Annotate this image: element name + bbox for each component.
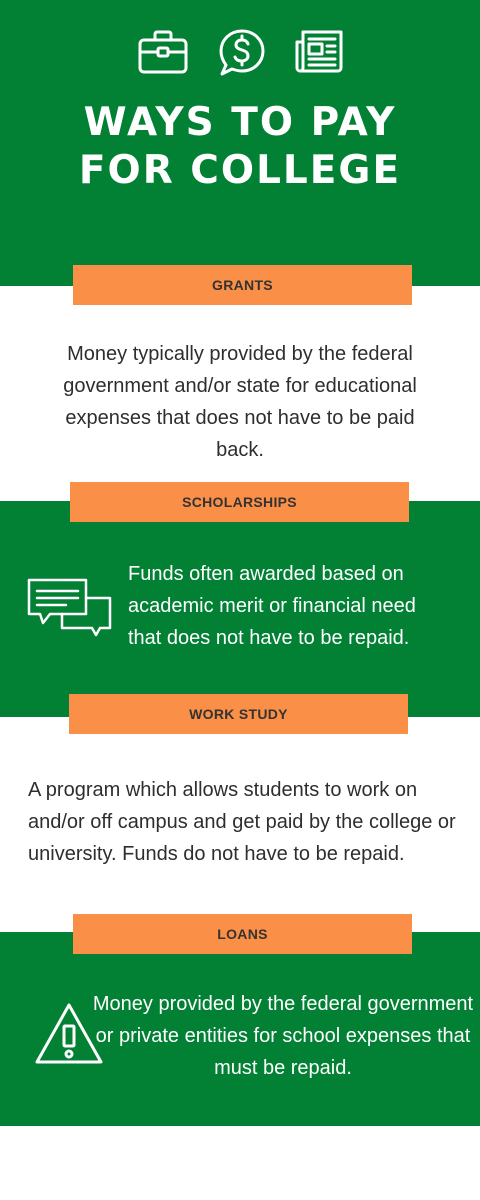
loans-description: Money provided by the federal government or private entities for school expenses that must be repaid. [92,993,474,1079]
scholarships-description: Funds often awarded based on academic merit or financial need that does not have to be repaid. [128,563,416,649]
dollar-speech-bubble-icon [217,28,267,78]
work-study-description: A program which allows students to work on and/or off campus and get paid by the college or university. Funds do not have to be repaid. [28,779,456,865]
grants-label: GRANTS [73,265,412,305]
work-study-label: WORK STUDY [69,694,408,734]
page-title-line-2: FOR COLLEGE [78,148,402,193]
briefcase-icon [137,28,189,76]
loans-label: LOANS [73,914,412,954]
header-icon-row [0,28,480,76]
chat-bubbles-icon [26,576,114,638]
newspaper-icon [294,28,344,74]
grants-description: Money typically provided by the federal government and/or state for educational expenses that does not have to be paid back. [63,343,417,461]
page-title-line-1: WAYS TO PAY [83,100,397,145]
scholarships-label: SCHOLARSHIPS [70,482,409,522]
